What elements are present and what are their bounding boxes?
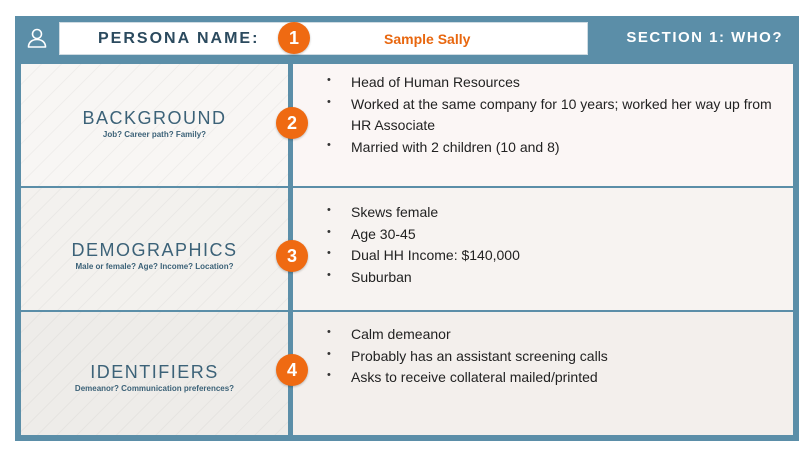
- bullet-icon: •: [327, 74, 331, 86]
- list-item: [293, 367, 789, 389]
- identifiers-bullet-list: [293, 324, 789, 389]
- section-title: SECTION 1: WHO?: [626, 29, 783, 46]
- identifiers-title: IDENTIFIERS: [90, 362, 219, 382]
- demographics-subtitle: Male or female? Age? Income? Location?: [75, 262, 234, 271]
- bullet-icon: •: [327, 138, 331, 151]
- bullet-text: Asks to receive collateral mailed/printed: [351, 369, 598, 385]
- bullet-icon: •: [327, 247, 331, 259]
- identifiers-subtitle: Demeanor? Communication preferences?: [74, 384, 235, 393]
- bullet-icon: •: [327, 204, 331, 216]
- section-identifiers: [21, 312, 793, 435]
- step-badge-4: 4: [276, 354, 308, 386]
- bullet-icon: •: [327, 95, 331, 108]
- step-badge-2: 2: [276, 107, 308, 139]
- bullet-text: Dual HH Income: $140,000: [351, 247, 520, 263]
- persona-name-box: [59, 22, 588, 55]
- list-item: [293, 245, 789, 267]
- bullet-icon: •: [327, 326, 331, 338]
- identifiers-heading-cell: [21, 312, 288, 435]
- bullet-text: Age 30-45: [351, 225, 416, 242]
- step-badge-3: 3: [276, 240, 308, 272]
- bullet-icon: •: [327, 268, 331, 281]
- list-item: [293, 224, 789, 246]
- bullet-text: Calm demeanor: [351, 326, 451, 342]
- background-title: BACKGROUND: [82, 108, 227, 128]
- list-item: [293, 72, 789, 94]
- identifiers-details-cell: [293, 312, 793, 435]
- person-icon: [25, 26, 49, 50]
- list-item: [293, 137, 789, 159]
- section-background: [21, 64, 793, 186]
- background-heading-cell: [21, 64, 288, 186]
- demographics-title: DEMOGRAPHICS: [71, 240, 238, 260]
- bullet-icon: •: [327, 347, 331, 360]
- background-bullet-list: [293, 72, 789, 158]
- list-item: [293, 267, 789, 289]
- section-demographics: [21, 188, 793, 310]
- bullet-text: Skews female: [351, 204, 439, 220]
- persona-card: [15, 16, 799, 441]
- bullet-text: Head of Human Resources: [351, 74, 520, 90]
- bullet-text: Married with 2 children (10 and 8): [351, 138, 560, 155]
- persona-name-label: PERSONA NAME:: [98, 30, 260, 47]
- list-item: [293, 94, 789, 137]
- background-details-cell: [293, 64, 793, 186]
- background-subtitle: Job? Career path? Family?: [102, 130, 207, 139]
- header-bar: [15, 16, 799, 60]
- bullet-text: Suburban: [351, 268, 412, 285]
- list-item: [293, 346, 789, 368]
- bullet-icon: •: [327, 225, 331, 238]
- bullet-icon: •: [327, 369, 331, 381]
- demographics-heading-cell: [21, 188, 288, 310]
- step-badge-1: 1: [278, 22, 310, 54]
- bullet-text: Worked at the same company for 10 years; worked her way up from HR Associate: [351, 95, 772, 133]
- bullet-text: Probably has an assistant screening calls: [351, 347, 608, 364]
- demographics-details-cell: [293, 188, 793, 310]
- list-item: [293, 324, 789, 346]
- demographics-bullet-list: [293, 202, 789, 288]
- persona-name-value: Sample Sally: [384, 31, 471, 47]
- list-item: [293, 202, 789, 224]
